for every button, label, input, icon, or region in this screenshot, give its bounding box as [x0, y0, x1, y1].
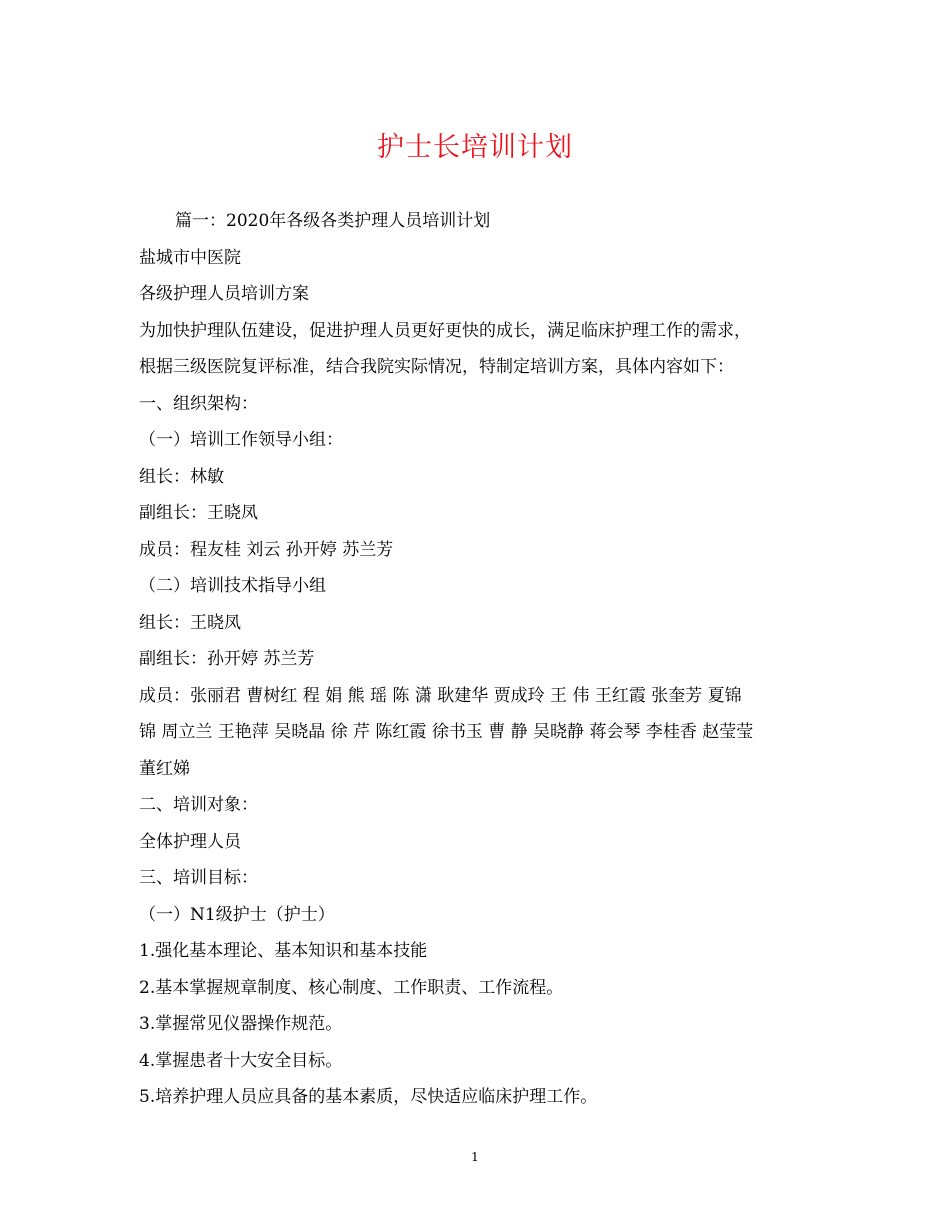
body-line-section-heading: 篇一：2020年各级各类护理人员培训计划: [175, 211, 491, 231]
body-line: 1.强化基本理论、基本知识和基本技能: [139, 941, 428, 961]
body-line: 组长：王晓凤: [139, 612, 241, 633]
body-line: 二、培训对象：: [139, 795, 258, 815]
page-number: 1: [471, 1150, 479, 1164]
body-line: 根据三级医院复评标准，结合我院实际情况，特制定培训方案，具体内容如下：: [139, 357, 734, 377]
body-line: 副组长：孙开婷 苏兰芳: [139, 649, 315, 669]
body-line: 组长：林敏: [139, 466, 224, 487]
body-line: 董红娣: [139, 758, 190, 779]
body-line: 盐城市中医院: [139, 247, 241, 268]
body-line: （二）培训技术指导小组: [139, 576, 326, 596]
body-line: （一）培训工作领导小组：: [139, 430, 343, 450]
body-line: 5.培养护理人员应具备的基本素质，尽快适应临床护理工作。: [139, 1087, 598, 1107]
body-line: 锦 周立兰 王艳萍 吴晓晶 徐 芹 陈红霞 徐书玉 曹 静 吴晓静 蒋会琴 李桂香 赵莹莹: [139, 722, 754, 742]
body-line: 3.掌握常见仪器操作规范。: [139, 1014, 343, 1034]
body-line: 成员：程友桂 刘云 孙开婷 苏兰芳: [139, 539, 394, 560]
body-line: 三、培训目标：: [139, 868, 258, 888]
body-line: 一、组织架构：: [139, 393, 258, 414]
body-line: 各级护理人员培训方案: [139, 284, 309, 304]
body-line: 副组长：王晓凤: [139, 503, 258, 523]
body-line: 全体护理人员: [139, 831, 241, 852]
body-line: 成员：张丽君 曹树红 程 娟 熊 瑶 陈 潇 耿建华 贾成玲 王 伟 王红霞 张奎芳 夏锦: [139, 685, 742, 706]
document-title: 护士长培训计划: [377, 132, 573, 163]
body-line: 为加快护理队伍建设，促进护理人员更好更快的成长，满足临床护理工作的需求，: [139, 320, 751, 341]
body-line: 2.基本掌握规章制度、核心制度、工作职责、工作流程。: [139, 977, 564, 998]
document-body: [139, 203, 819, 1116]
body-line: 4.掌握患者十大安全目标。: [139, 1050, 343, 1071]
body-line: （一）N1级护士（护士）: [139, 904, 335, 925]
